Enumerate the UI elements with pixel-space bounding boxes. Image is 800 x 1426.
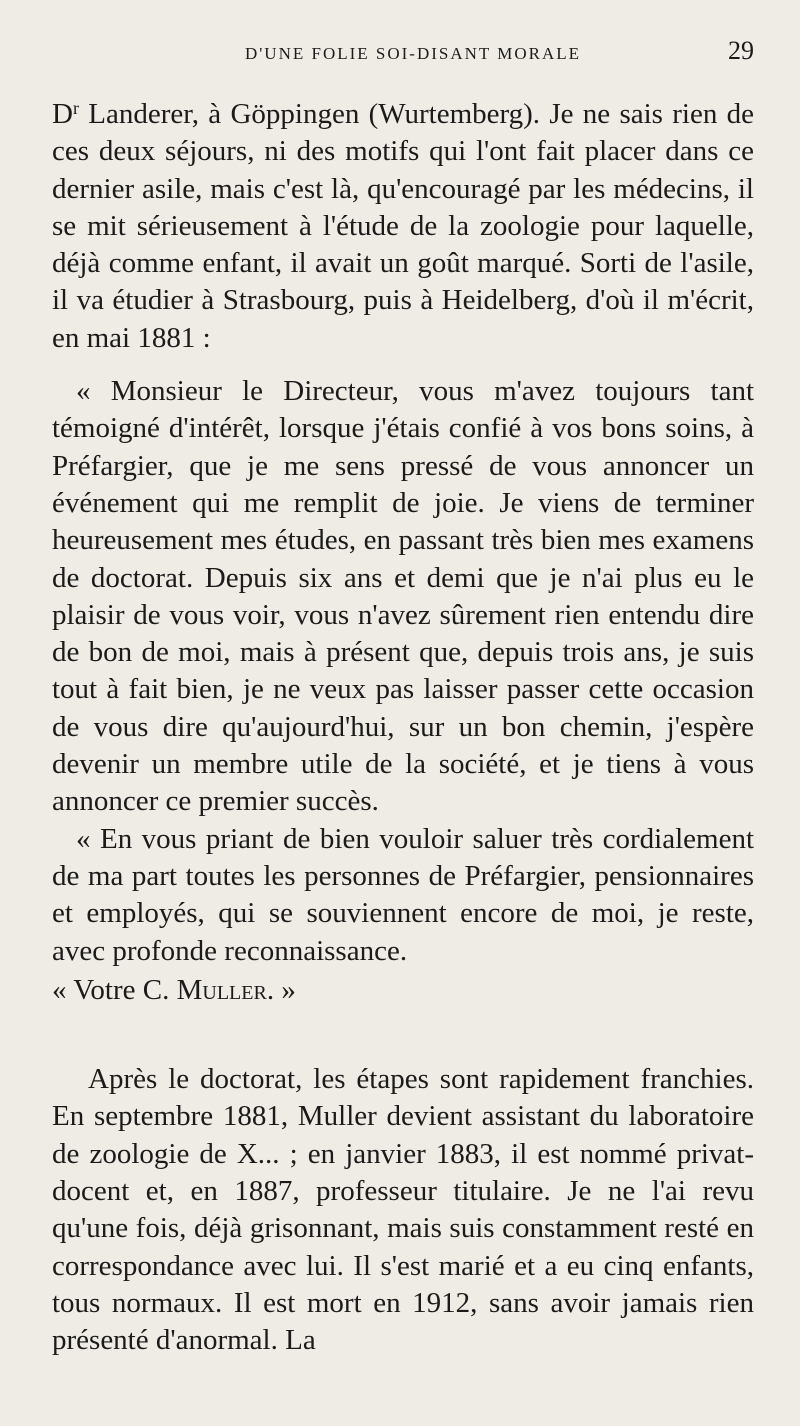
signature-name: Muller — [176, 973, 267, 1006]
page-number: 29 — [728, 36, 754, 65]
page-header — [52, 36, 754, 90]
running-head: D'UNE FOLIE SOI-DISANT MORALE — [244, 44, 582, 63]
signature-prefix: « Votre C. — [52, 973, 177, 1006]
letter-signature — [52, 972, 754, 1009]
paragraph-intro-text: Landerer, à Göppingen (Wurtemberg). Je ne sais rien de ces deux séjours, ni des motifs qui l'ont fait placer dans ce dernier asile, mais c'est là, qu'encouragé par les médecins, il se mit sérieusement à l'étude de la zoologie pour laquelle, déjà comme enfant, il avait un goût marqué. Sorti de l'asile, il va étudier à Strasbourg, puis à Heidelberg, d'où il m'écrit, en mai 1881 : — [52, 98, 754, 354]
dr-superscript: r — [72, 98, 79, 118]
paragraph-intro — [52, 90, 754, 357]
dr-abbreviation: D — [52, 98, 73, 130]
paragraph-after-doctorate: Après le doctorat, les étapes sont rapidement franchies. En septembre 1881, Muller devient assistant du laboratoire de zoologie de X... ; en janvier 1883, il est nommé privat-docent et, en 1887, professeur titulaire. Je ne l'ai revu qu'une fois, déjà grisonnant, mais suis constamment resté en correspondance avec lui. Il s'est marié et a eu cinq enfants, tous normaux. Il est mort en 1912, sans avoir jamais rien présenté d'anormal. La — [52, 1063, 754, 1357]
letter-paragraph-1: « Monsieur le Directeur, vous m'avez toujours tant témoigné d'intérêt, lorsque j'étais confié à vos bons soins, à Préfargier, que je me sens pressé de vous annoncer un événement qui me remplit de joie. Je viens de terminer heureusement mes études, en passant très bien mes examens de doctorat. Depuis six ans et demi que je n'ai plus eu le plaisir de vous voir, vous n'avez sûrement rien entendu dire de bon de moi, mais à présent que, depuis trois ans, je suis tout à fait bien, je ne veux pas laisser passer cette occasion de vous dire qu'aujourd'hui, sur un bon chemin, j'espère devenir un membre utile de la société, et je tiens à vous annoncer ce premier succès. — [52, 375, 754, 818]
letter-paragraph-2: « En vous priant de bien vouloir saluer très cordialement de ma part toutes les personnes de Préfargier, pensionnaires et employés, qui se souviennent encore de moi, je reste, avec profonde reconnaissance. — [52, 822, 754, 967]
signature-suffix: . » — [266, 973, 296, 1006]
